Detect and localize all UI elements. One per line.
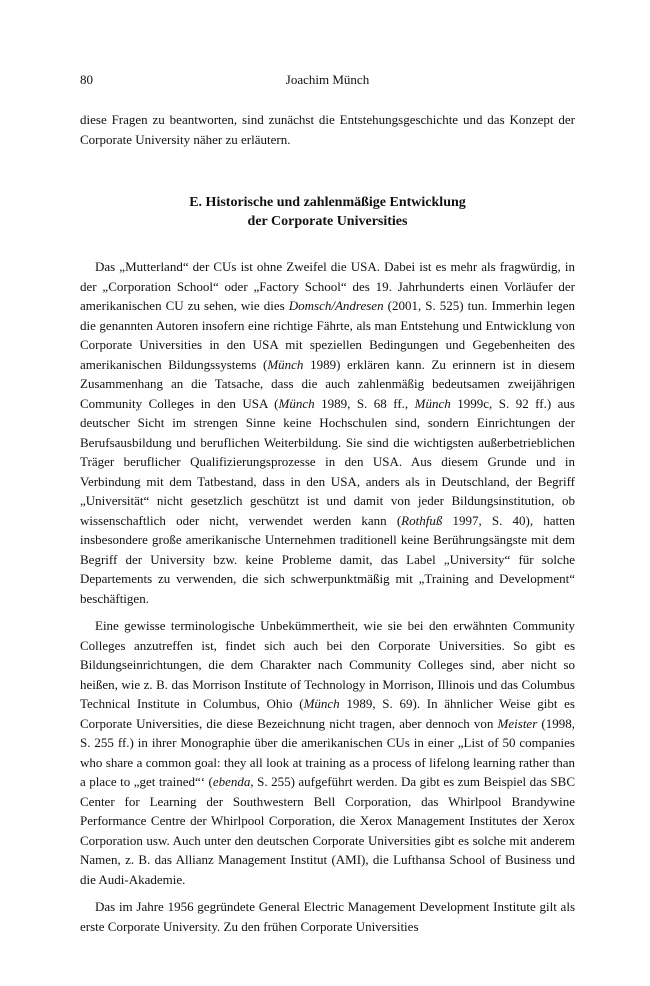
running-head-author: Joachim Münch: [285, 72, 370, 87]
page-number: 80: [80, 72, 93, 87]
citation-author: Münch: [303, 696, 340, 711]
paragraph-2: [80, 616, 575, 889]
citation-author: Rothfuß: [401, 512, 443, 528]
text-run: Das im Jahre 1956 gegründete General Electric Management Development Institute gilt als erste Corporate University. Zu den frühen Corporate Universities: [80, 899, 575, 934]
citation-author: Meister: [497, 715, 538, 731]
text-run: Eine gewisse terminologische Unbekümmertheit, wie sie bei den erwähnten Community Colleges anzutreffen ist, findet sich auch bei den Corporate Universities. So gibt es Bildungseinrichtungen, die dem Charakter nach Community Colleges sind, aber nicht so heißen, wie z. B. das Morrison Institute of Technology in Morrison, Illinois und das Columbus Technical Institute in Columbus, Ohio (: [80, 618, 575, 711]
text-run: 1997, S. 40), hatten insbesondere große amerikanische Unternehmen traditionell keine Berührungsängste mit dem Begriff der University bzw. keine Probleme damit, das Label „University“ für solche Departements zu verwenden, die sich schwerpunktmäßig mit „Training and Development“ beschäftigen.: [80, 512, 575, 606]
text-run: 1989, S. 69). In ähnlicher Weise gibt es Corporate Universities, die diese Bezeichnung nicht tragen, aber dennoch von: [80, 696, 575, 731]
section-heading: [80, 193, 575, 231]
citation-author: Domsch/Andresen: [288, 298, 384, 313]
running-head: [80, 70, 575, 90]
section-heading-line-2: der Corporate Universities: [247, 214, 408, 229]
paragraph-1: [80, 257, 575, 608]
text-run: Das „Mutterland“ der CUs ist ohne Zweifel die USA. Dabei ist es mehr als fragwürdig, in der „Corporation School“ oder „Factory School“ des 19. Jahrhunderts einen Vorläufer der amerikanischen CU zu sehen, wie dies: [80, 259, 575, 313]
citation-author: Münch: [414, 395, 451, 411]
intro-paragraph: [80, 110, 575, 149]
text-run: 1999c, S. 92 ff.) aus deutscher Sicht im strengen Sinne keine Hochschulen sind, sondern Einrichtungen der Berufsausbildung und beruflichen Weiterbildung. Sie sind die wichtigsten außerbetrieblichen Träger beruflicher Qualifizierungsprozesse in den USA. Aus diesem Grunde und in Verbindung mit dem Tatbestand, dass in den USA, anders als in Deutschland, der Begriff „Universität“ nicht gesetzlich geschützt ist und damit von jeder Bildungsinstitution, ob wissenschaftlich oder nicht, verwendet werden kann (: [80, 395, 575, 528]
text-run: 1989, S. 68 ff.,: [314, 395, 415, 411]
text-run: (1998, S. 255 ff.) in ihrer Monographie über die amerikanischen CUs in einer „List of 50 companies who share a common goal: they all look at training as a process of lifelong learning rather than a place to „get trained“‘ (: [80, 715, 575, 789]
text-run: , S. 255) aufgeführt werden. Da gibt es zum Beispiel das SBC Center for Learning der Southwestern Bell Corporation, das Whirlpool Brandywine Performance Centre der Whirlpool Corporation, die Xerox Management Institutes der Xerox Corporation usw. Auch unter den deutschen Corporate Universities gibt es solche mit anderem Namen, z. B. das Allianz Management Institut (AMI), die Lufthansa School of Business und die Audi-Akademie.: [80, 774, 575, 887]
text-run: (2001, S. 525) tun. Immerhin legen die genannten Autoren insofern eine richtige Fährte, als man Entstehung und Entwicklung von Corporate Universities in den USA mit speziellen Bedingungen und Gegebenheiten des amerikanischen Bildungssystems (: [80, 298, 576, 372]
book-page: [80, 70, 575, 936]
text-run: diese Fragen zu beantworten, sind zunächst die Entstehungsgeschichte und das Konzept der Corporate University näher zu erläutern.: [80, 112, 575, 147]
citation-author: ebenda: [212, 774, 251, 789]
citation-author: Münch: [278, 395, 315, 411]
text-run: 1989) erklären kann. Zu erinnern ist in diesem Zusammenhang an die Tatsache, dass die auch zahlenmäßig bedeutsamen zweijährigen Community Colleges in den USA (: [80, 356, 575, 411]
citation-author: Münch: [267, 356, 304, 372]
paragraph-3: [80, 897, 575, 936]
section-heading-line-1: E. Historische und zahlenmäßige Entwicklung: [189, 195, 466, 210]
